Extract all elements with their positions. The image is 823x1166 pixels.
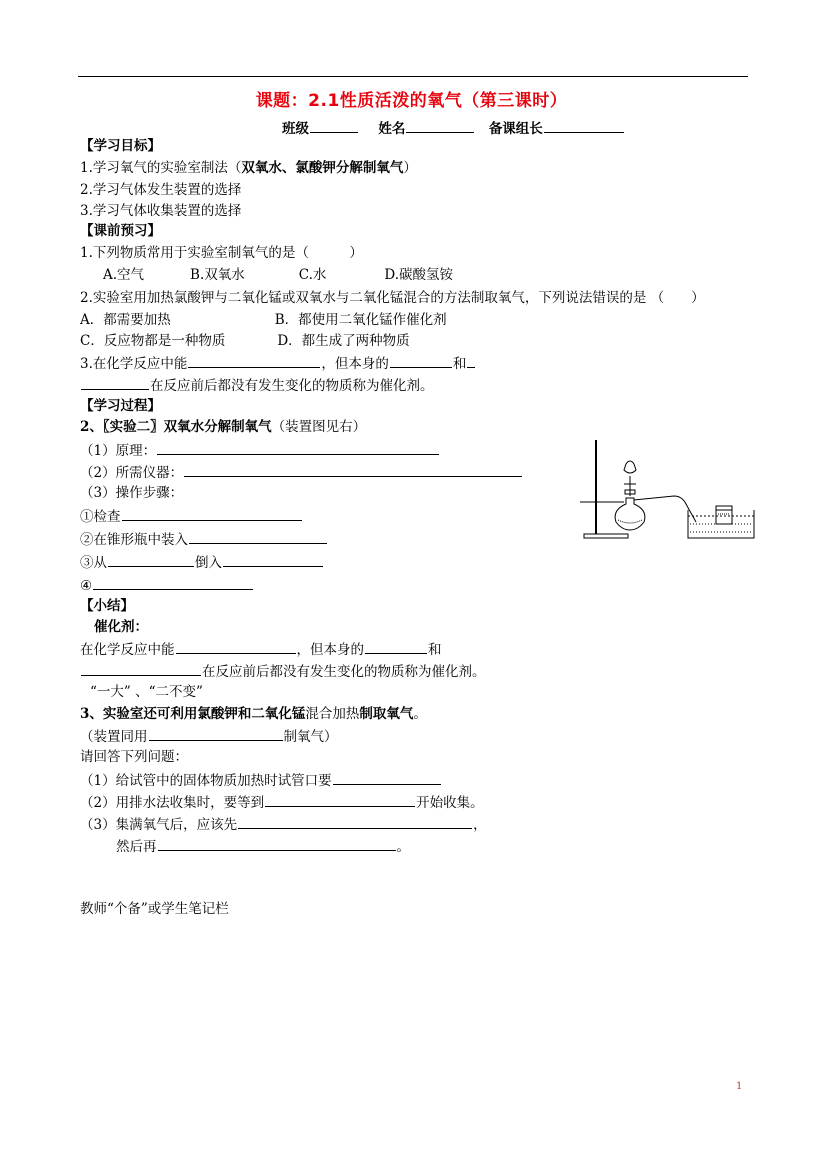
step-4-blank[interactable] — [93, 575, 253, 590]
step-2-label: ②在锥形瓶中装入 — [80, 532, 188, 548]
summary-heading: 【小结】 — [80, 598, 134, 614]
name-blank[interactable] — [406, 118, 474, 133]
q2-option-d[interactable]: D．都生成了两种物质 — [277, 333, 410, 349]
header-rule — [78, 76, 748, 77]
step-1-label: ①检查 — [80, 509, 121, 525]
section-3-device — [80, 726, 338, 746]
step-4 — [80, 575, 254, 595]
q3-blank-4[interactable] — [81, 375, 149, 390]
q1-option-a[interactable]: A.空气 — [103, 267, 145, 283]
instruments-blank[interactable] — [184, 462, 522, 477]
q3-text-3: 和 — [452, 356, 467, 372]
section-3-suffix: 。 — [413, 706, 427, 722]
answer-1-blank[interactable] — [333, 770, 441, 785]
q3-text-2: ，但本身的 — [321, 356, 389, 372]
section-3-title — [80, 705, 427, 723]
name-label: 姓名 — [378, 121, 406, 137]
experiment-name: 〖实验二〗双氧水分解制氧气 — [102, 419, 272, 435]
preview-q2-options-2 — [80, 332, 410, 350]
q2-option-a[interactable]: A．都需要加热 — [80, 312, 171, 328]
section-3-method: 混合加热 — [305, 706, 360, 722]
principle-label: （1）原理： — [80, 443, 157, 459]
step-1-blank[interactable] — [122, 506, 302, 521]
instruments-line — [80, 462, 523, 482]
step-2 — [80, 529, 328, 549]
collecting-bottle — [716, 506, 732, 524]
leader-blank[interactable] — [544, 118, 624, 133]
step-3-label-b: 倒入 — [195, 555, 222, 571]
goal-item-1 — [80, 159, 417, 177]
page-number: 1 — [736, 1081, 743, 1092]
steps-heading: （3）操作步骤： — [80, 485, 184, 501]
q1-option-c[interactable]: C.水 — [298, 267, 327, 283]
q1-option-d[interactable]: D.碳酸氢铵 — [384, 267, 454, 283]
summary-line-1 — [80, 639, 442, 659]
step-3 — [80, 552, 324, 572]
q3-blank-1[interactable] — [188, 353, 320, 368]
preview-q2-options-1 — [80, 311, 447, 329]
q1-option-b[interactable]: B.双氧水 — [190, 267, 245, 283]
answer-2-blank[interactable] — [265, 792, 415, 807]
goal-item-3: 3.学习气体收集装置的选择 — [80, 203, 242, 219]
preview-q3-line1 — [80, 353, 476, 373]
q3-text-4: 在反应前后都没有发生变化的物质称为催化剂。 — [150, 378, 434, 394]
flask — [615, 498, 645, 530]
info-line — [282, 118, 625, 138]
answer-3-text-d: 。 — [396, 839, 410, 855]
answer-3 — [80, 814, 487, 834]
summary-text-2: ，但本身的 — [296, 642, 364, 658]
page-title: 课题：2.1性质活泼的氧气（第三课时） — [255, 91, 568, 111]
answer-3-blank-1[interactable] — [238, 814, 472, 829]
leader-label: 备课组长 — [488, 121, 543, 137]
summary-blank-3[interactable] — [81, 661, 201, 676]
process-heading: 【学习过程】 — [80, 398, 161, 414]
experiment-note: （装置图见右） — [271, 419, 367, 435]
answer-3-blank-2[interactable] — [158, 836, 396, 851]
stand-base — [584, 534, 628, 538]
goal-item-1-prefix: 1.学习氧气的实验室制法（ — [80, 160, 242, 176]
step-4-label: ④ — [80, 578, 93, 594]
answer-2-text-a: （2）用排水法收集时，要等到 — [80, 795, 265, 811]
device-text-a: （装置同用 — [80, 729, 148, 745]
step-3-label-a: ③从 — [80, 555, 107, 571]
principle-line — [80, 440, 440, 460]
q2-option-b[interactable]: B．都使用二氧化锰作催化剂 — [274, 312, 447, 328]
goal-item-1-suffix: ） — [403, 160, 417, 176]
answer-3-continued — [116, 836, 410, 856]
preview-q3-line2 — [80, 375, 434, 395]
summary-blank-1[interactable] — [176, 639, 296, 654]
principle-blank[interactable] — [157, 440, 439, 455]
answer-3-text-a: （3）集满氧气后，应该先 — [80, 817, 238, 833]
answer-prompt: 请回答下列问题： — [80, 749, 188, 765]
experiment-title — [80, 418, 366, 436]
catalyst-label: 催化剂： — [94, 619, 148, 635]
section-3-prefix: 3、实验室还可利用 — [80, 706, 198, 722]
section-3-goal: 制取氧气 — [359, 706, 414, 722]
oxygen-apparatus-diagram — [578, 440, 758, 540]
experiment-number: 2、 — [80, 419, 103, 435]
step-2-blank[interactable] — [189, 529, 327, 544]
answer-1-text: （1）给试管中的固体物质加热时试管口要 — [80, 773, 332, 789]
preview-q1: 1.下列物质常用于实验室制氧气的是（ ） — [80, 245, 363, 261]
q2-option-c[interactable]: C．反应物都是一种物质 — [80, 333, 226, 349]
notes-label: 教师“个备”或学生笔记栏 — [80, 901, 229, 917]
instruments-label: （2）所需仪器： — [80, 465, 184, 481]
q3-text-1: 3.在化学反应中能 — [80, 356, 188, 372]
device-blank[interactable] — [149, 726, 283, 741]
answer-3-text-b: ， — [473, 817, 487, 833]
delivery-tube — [634, 496, 696, 522]
step-3-blank-1[interactable] — [108, 552, 194, 567]
q3-blank-3[interactable] — [467, 353, 475, 368]
goals-heading: 【学习目标】 — [80, 138, 161, 154]
answer-2 — [80, 792, 484, 812]
preview-q1-options — [103, 266, 453, 284]
preview-q2: 2.实验室用加热氯酸钾与二氧化锰或双氧水与二氧化锰混合的方法制取氧气，下列说法错误的是 （ ） — [80, 290, 705, 306]
device-text-b: 制氧气） — [283, 729, 338, 745]
summary-line-2 — [80, 661, 486, 681]
summary-blank-2[interactable] — [365, 639, 427, 654]
answer-3-text-c: 然后再 — [116, 839, 157, 855]
goal-item-2: 2.学习气体发生装置的选择 — [80, 182, 242, 198]
q3-blank-2[interactable] — [390, 353, 452, 368]
step-1 — [80, 506, 303, 526]
class-blank[interactable] — [310, 118, 358, 133]
class-label: 班级 — [282, 121, 309, 137]
answer-1 — [80, 770, 442, 790]
preview-heading: 【课前预习】 — [80, 223, 161, 239]
summary-text-4: 在反应前后都没有发生变化的物质称为催化剂。 — [202, 664, 486, 680]
section-3-reactants: 氯酸钾和二氧化锰 — [197, 706, 306, 722]
funnel-top — [624, 461, 636, 473]
summary-quote: “一大” 、“二不变” — [90, 684, 203, 700]
summary-text-3: 和 — [428, 642, 442, 658]
answer-2-text-b: 开始收集。 — [416, 795, 484, 811]
summary-text-1: 在化学反应中能 — [80, 642, 175, 658]
step-3-blank-2[interactable] — [223, 552, 323, 567]
goal-item-1-bold: 双氧水、氯酸钾分解制氧气 — [241, 160, 404, 176]
